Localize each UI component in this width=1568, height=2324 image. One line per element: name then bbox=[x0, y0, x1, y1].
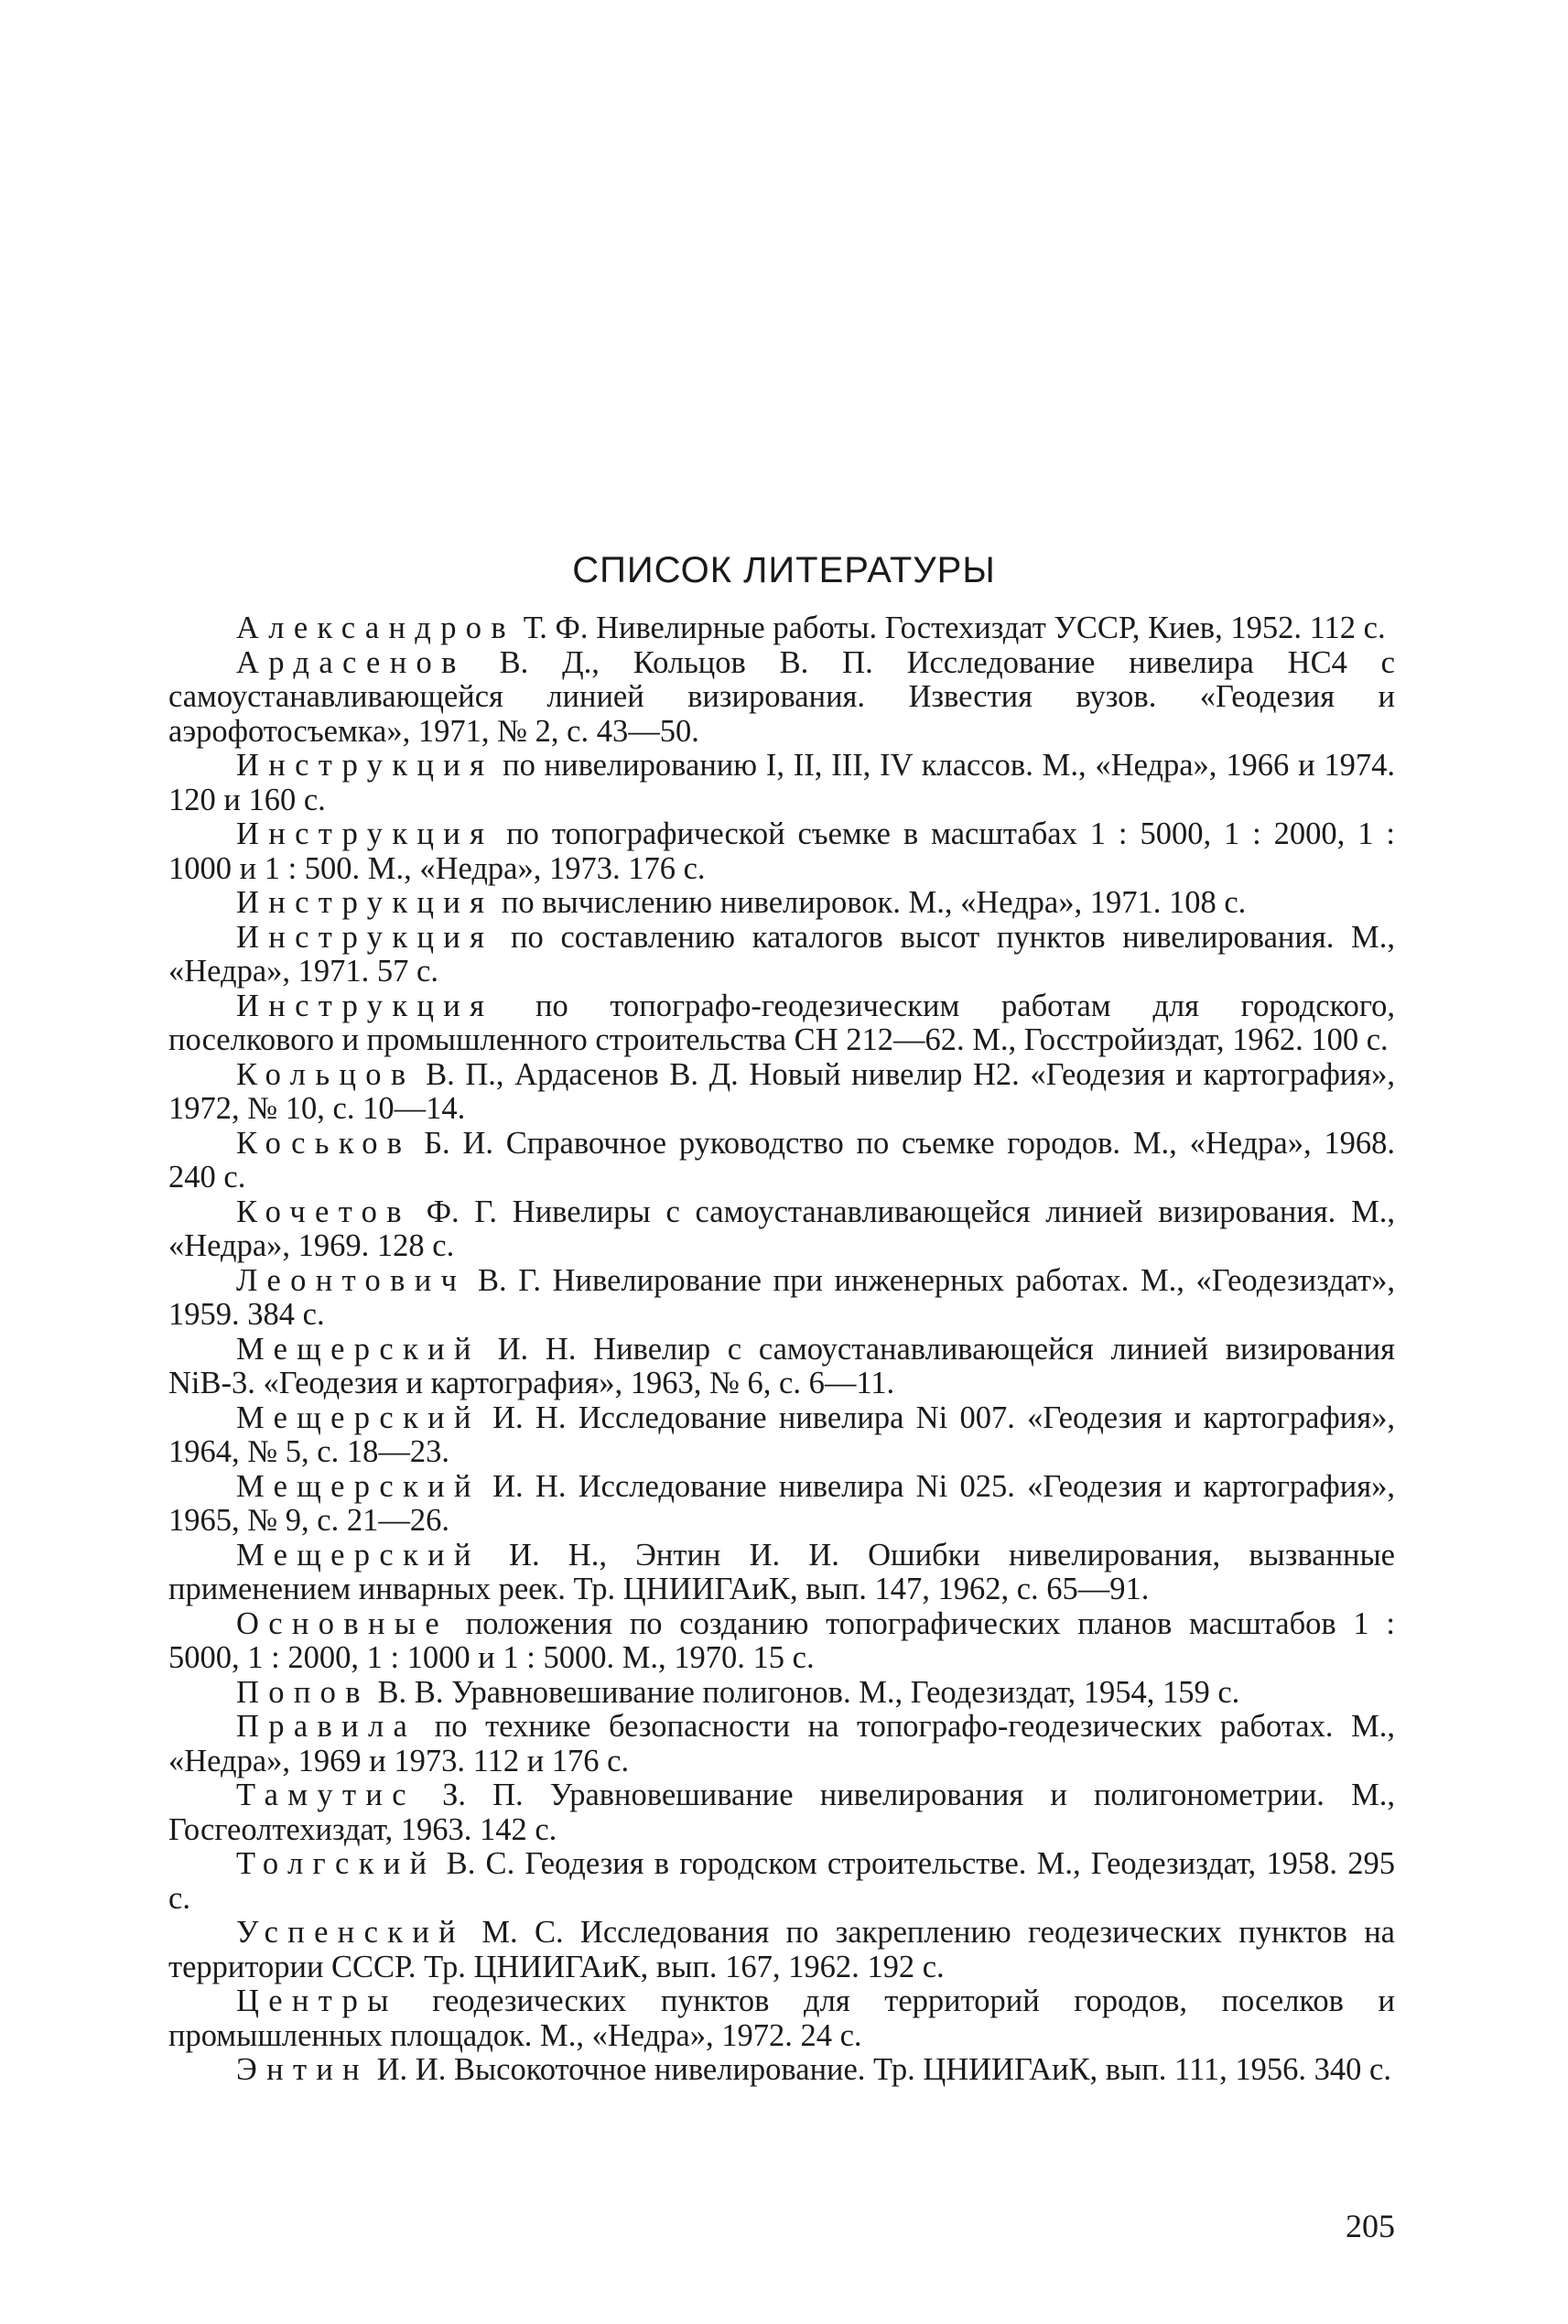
reference-author: Попов bbox=[236, 1674, 370, 1710]
reference-text: Т. Ф. Нивелирные работы. Гостехиздат УССР, Киев, 1952. 112 с. bbox=[515, 611, 1386, 645]
reference-text: И. Н. Исследование нивелира Ni 007. «Геодезия и картография», 1964, № 5, с. 18—23. bbox=[168, 1400, 1395, 1469]
reference-text: Ф. Г. Нивелиры с самоустанавливающейся линией визирования. М., «Недра», 1969. 128 с. bbox=[168, 1194, 1395, 1263]
reference-entry bbox=[168, 1264, 1395, 1333]
reference-entry bbox=[168, 2053, 1395, 2088]
reference-entry bbox=[168, 1470, 1395, 1539]
reference-author: Основные bbox=[236, 1605, 449, 1641]
reference-text: по вычислению нивелировок. М., «Недра», 1971. 108 с. bbox=[493, 885, 1247, 920]
reference-author: Мещерский bbox=[236, 1400, 481, 1435]
reference-text: В. С. Геодезия в городском строительстве. М., Геодезиздат, 1958. 295 с. bbox=[168, 1846, 1395, 1916]
reference-text: И. Н. Нивелир с самоустанавливающейся линией визирования NiB-3. «Геодезия и картография», 1963, № 6, с. 6—11. bbox=[168, 1331, 1395, 1400]
reference-entry bbox=[168, 921, 1395, 989]
reference-author: Правила bbox=[236, 1709, 417, 1744]
reference-entry bbox=[168, 1195, 1395, 1264]
reference-author: Инструкция bbox=[236, 885, 494, 920]
reference-author: Мещерский bbox=[236, 1468, 481, 1504]
reference-author: Инструкция bbox=[236, 748, 494, 783]
reference-entry bbox=[168, 646, 1395, 750]
page-title: СПИСОК ЛИТЕРАТУРЫ bbox=[572, 550, 996, 590]
reference-entry bbox=[168, 886, 1395, 921]
reference-author: Леонтович bbox=[236, 1262, 467, 1298]
reference-entry bbox=[168, 989, 1395, 1058]
reference-entry bbox=[168, 1058, 1395, 1127]
reference-text: М. С. Исследования по закреплению геодезических пунктов на территории СССР. Тр. ЦНИИГАиК, вып. 167, 1962. 192 с. bbox=[168, 1915, 1395, 1984]
reference-text: В. П., Ардасенов В. Д. Новый нивелир Н2. «Геодезия и картография», 1972, № 10, с. 10—14. bbox=[168, 1056, 1395, 1126]
reference-author: Инструкция bbox=[236, 816, 494, 851]
reference-text: по топографо-геодезическим работам для городского, поселкового и промышленного строительства СН 212—62. М., Госстройиздат, 1962. 100 с. bbox=[168, 988, 1395, 1057]
reference-entry bbox=[168, 1539, 1395, 1607]
reference-text: В. Д., Кольцов В. П. Исследование нивелира НС4 с самоустанавливающейся линией визирования. Известия вузов. «Геодезия и аэрофотосъемка», 1971, № 2, с. 43—50. bbox=[168, 644, 1395, 749]
reference-entry bbox=[168, 817, 1395, 886]
reference-entry bbox=[168, 1984, 1395, 2053]
reference-entry bbox=[168, 1916, 1395, 1984]
reference-author: Успенский bbox=[236, 1915, 465, 1950]
reference-author: Александров bbox=[236, 611, 516, 645]
page-number: 205 bbox=[1346, 2208, 1395, 2244]
reference-text: Б. И. Справочное руководство по съемке городов. М., «Недра», 1968. 240 с. bbox=[168, 1125, 1395, 1194]
reference-text: В. В. Уравновешивание полигонов. М., Геодезиздат, 1954, 159 с. bbox=[369, 1674, 1240, 1710]
reference-entry bbox=[168, 1607, 1395, 1676]
reference-text: И. И. Высокоточное нивелирование. Тр. ЦНИИГАиК, вып. 111, 1956. 340 с. bbox=[369, 2052, 1391, 2087]
reference-text: по составлению каталогов высот пунктов нивелирования. М., «Недра», 1971. 57 с. bbox=[168, 919, 1395, 989]
reference-entry bbox=[168, 1401, 1395, 1470]
reference-entry bbox=[168, 1847, 1395, 1916]
reference-text: по топографической съемке в масштабах 1 : 5000, 1 : 2000, 1 : 1000 и 1 : 500. М., «Недра», 1973. 176 с. bbox=[168, 816, 1395, 886]
reference-author: Кольцов bbox=[236, 1056, 416, 1092]
reference-entry bbox=[168, 611, 1395, 646]
reference-text: И. Н. Исследование нивелира Ni 025. «Геодезия и картография», 1965, № 9, с. 21—26. bbox=[168, 1468, 1395, 1538]
reference-author: Коськов bbox=[236, 1125, 412, 1161]
reference-text: И. Н., Энтин И. И. Ошибки нивелирования, вызванные применением инварных реек. Тр. ЦНИИГАиК, вып. 147, 1962, с. 65—91. bbox=[168, 1537, 1395, 1606]
reference-entry bbox=[168, 749, 1395, 817]
reference-author: Ардасенов bbox=[236, 644, 466, 680]
reference-text: геодезических пунктов для территорий городов, поселков и промышленных площадок. М., «Недра», 1972. 24 с. bbox=[168, 1984, 1395, 2053]
reference-entry bbox=[168, 1676, 1395, 1711]
reference-text: по технике безопасности на топографо-геодезических работах. М., «Недра», 1969 и 1973. 112 и 176 с. bbox=[168, 1709, 1395, 1778]
reference-entry bbox=[168, 1127, 1395, 1195]
reference-author: Инструкция bbox=[236, 919, 494, 955]
reference-entry bbox=[168, 1778, 1395, 1847]
reference-text: по нивелированию I, II, III, IV классов. М., «Недра», 1966 и 1974. 120 и 160 с. bbox=[168, 748, 1395, 817]
reference-author: Энтин bbox=[236, 2052, 369, 2087]
reference-entry bbox=[168, 1333, 1395, 1401]
reference-author: Мещерский bbox=[236, 1331, 481, 1367]
reference-author: Центры bbox=[236, 1984, 398, 2018]
reference-text: З. П. Уравновешивание нивелирования и полигонометрии. М., Госгеолтехиздат, 1963. 142 с. bbox=[168, 1778, 1395, 1847]
reference-author: Кочетов bbox=[236, 1194, 411, 1229]
reference-author: Толгский bbox=[236, 1846, 437, 1881]
reference-text: В. Г. Нивелирование при инженерных работах. М., «Геодезиздат», 1959. 384 с. bbox=[168, 1262, 1395, 1332]
reference-author: Мещерский bbox=[236, 1537, 481, 1573]
reference-list bbox=[168, 611, 1395, 2088]
reference-entry bbox=[168, 1710, 1395, 1778]
reference-text: положения по созданию топографических планов масштабов 1 : 5000, 1 : 2000, 1 : 1000 и 1 : 5000. М., 1970. 15 с. bbox=[168, 1605, 1395, 1675]
reference-author: Тамутис bbox=[236, 1778, 416, 1812]
reference-author: Инструкция bbox=[236, 988, 494, 1023]
